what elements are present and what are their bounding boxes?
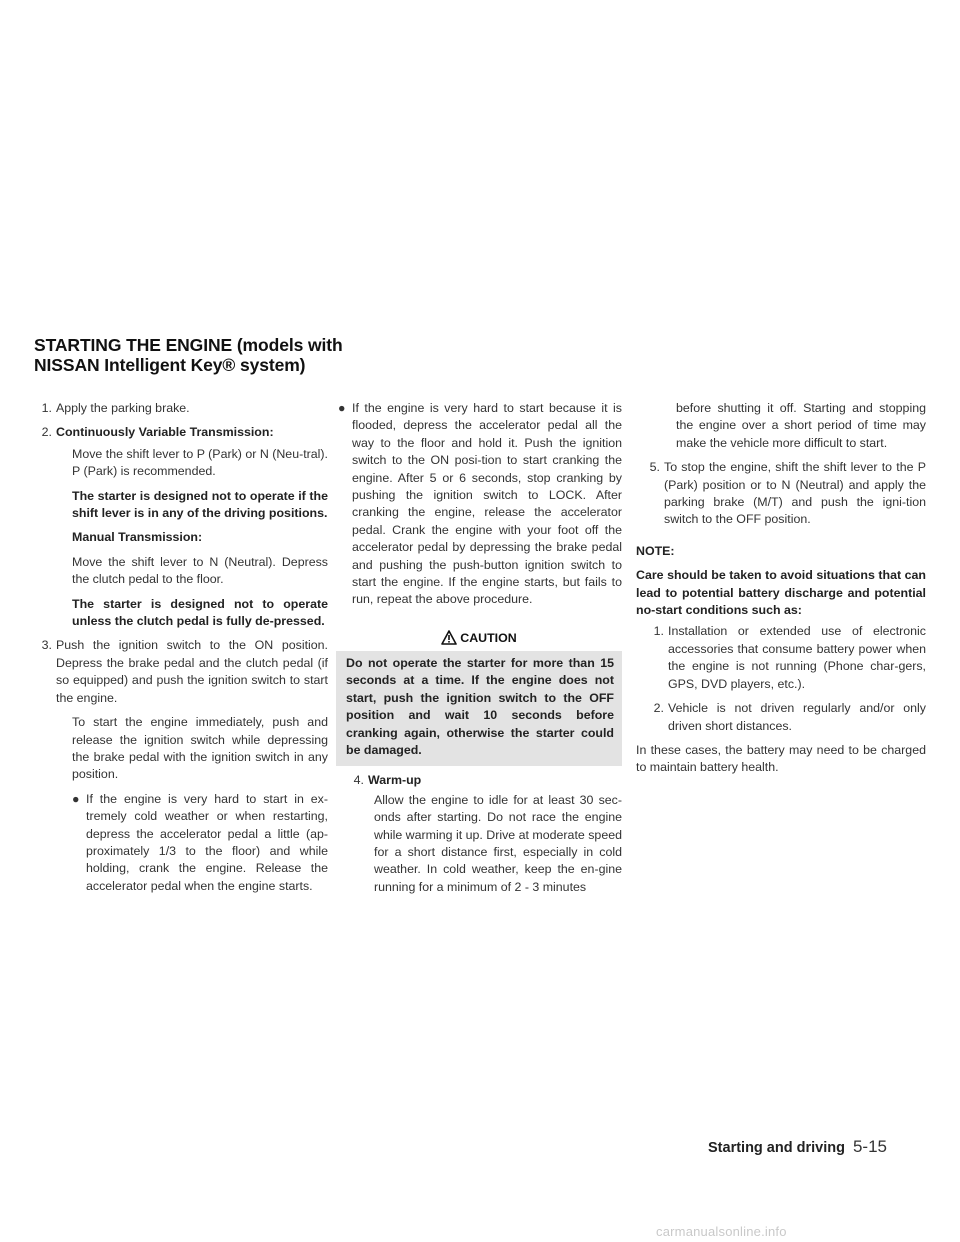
note-item-2: [636, 700, 926, 735]
warning-triangle-icon: [441, 630, 457, 645]
caution-box: [336, 651, 622, 766]
paragraph: To start the engine immediately, push and release the ignition switch while depressing the brake pedal with the ignition switch in any position.: [72, 715, 328, 782]
bullet-dot-icon: ●: [72, 791, 80, 806]
step-4: [336, 772, 622, 789]
subheading: Manual Transmission:: [72, 530, 203, 545]
step-number: 4.: [353, 773, 364, 788]
caution-label: CAUTION: [460, 630, 517, 645]
page-number: 5-15: [852, 1137, 887, 1156]
page-footer: [708, 1137, 938, 1157]
note-heading: NOTE:: [636, 543, 675, 558]
column-3: [636, 400, 926, 784]
paragraph: before shutting it off. Starting and stopping the engine over a short period of time may make the vehicle more difficult to start.: [676, 401, 926, 450]
step-text: Push the ignition switch to the ON position. Depress the brake pedal and the clutch pedal (if so equipped) and push the ignition switch to start the engine.: [56, 638, 328, 705]
column-2: [336, 400, 622, 903]
page-title-line1: STARTING THE ENGINE (models with: [34, 335, 343, 355]
step-1: [34, 400, 328, 417]
step-3: [34, 637, 328, 707]
bullet-dot-icon: ●: [338, 401, 346, 415]
page-title: [34, 335, 364, 375]
step-2: [34, 424, 328, 441]
warning-statement: The starter is designed not to operate unless the clutch pedal is fully de-pressed.: [72, 596, 328, 629]
caution-header: [336, 625, 622, 651]
paragraph: In these cases, the battery may need to be charged to maintain battery health.: [636, 742, 926, 775]
column-1: [34, 400, 328, 902]
bullet-item: [336, 400, 622, 609]
caution-text: Do not operate the starter for more than 15 seconds at a time. If the engine does not start, push the ignition switch to the OFF position and wait 10 seconds before cranking again, otherwise the starter could be damaged.: [346, 655, 614, 757]
item-number: 2.: [653, 701, 664, 716]
note-item-1: [636, 623, 926, 693]
paragraph: Move the shift lever to P (Park) or N (Neu-tral). P (Park) is recommended.: [72, 446, 328, 479]
bullet-item: [72, 791, 328, 895]
page-title-line2: NISSAN Intelligent Key® system): [34, 355, 306, 375]
item-text: Installation or extended use of electronic accessories that consume battery power when the engine is not running (Phone char-gers, GPS, DVD players, etc.).: [668, 624, 926, 691]
paragraph: Allow the engine to idle for at least 30 sec-onds after starting. Do not race the engine while warming it up. Drive at moderate speed for a short distance first, especially in cold weather. In cold weather, keep the en-gine running for a minimum of 2 - 3 minutes: [374, 792, 622, 894]
note-statement: Care should be taken to avoid situations that can lead to potential battery discharge and potential no-start conditions such as:: [636, 568, 926, 618]
bullet-text: If the engine is very hard to start because it is flooded, depress the accelerator pedal all the way to the floor and hold it. Push the ignition switch to the ON posi-tion to start cranking the engine. After 5 or 6 seconds, stop cranking by pushing the ignition switch to LOCK. After cranking the engine, release the accelerator pedal. Crank the engine with your foot off the accelerator pedal by depressing the brake pedal and pushing the push-button ignition switch to start the engine. If the engine starts, but fails to run, repeat the above procedure.: [352, 401, 622, 607]
step-text: To stop the engine, shift the shift lever to the P (Park) position or to N (Neutral) and apply the parking brake (M/T) and push the igni-tion switch to the OFF position.: [664, 460, 926, 527]
step-number: 5.: [649, 460, 660, 475]
footer-section-name: Starting and driving: [708, 1140, 845, 1156]
step-number: 3.: [41, 638, 52, 653]
step-number: 1.: [41, 401, 52, 415]
warning-statement: The starter is designed not to operate if the shift lever is in any of the driving positions.: [72, 488, 328, 521]
step-heading: Continuously Variable Transmission:: [56, 425, 274, 440]
step-5: [636, 459, 926, 529]
item-text: Vehicle is not driven regularly and/or only driven short distances.: [668, 701, 926, 733]
step-heading: Warm-up: [368, 773, 422, 788]
watermark: carmanualsonline.info: [656, 1224, 787, 1239]
step-number: 2.: [41, 425, 52, 440]
bullet-text: If the engine is very hard to start in ex-tremely cold weather or when restarting, depress the accelerator pedal a little (ap-proximately 1/3 to the floor) and while holding, crank the engine. Release the accelerator pedal when the engine starts.: [86, 791, 328, 893]
paragraph: Move the shift lever to N (Neutral). Depress the clutch pedal to the floor.: [72, 554, 328, 587]
item-number: 1.: [653, 624, 664, 639]
step-text: Apply the parking brake.: [56, 401, 190, 415]
